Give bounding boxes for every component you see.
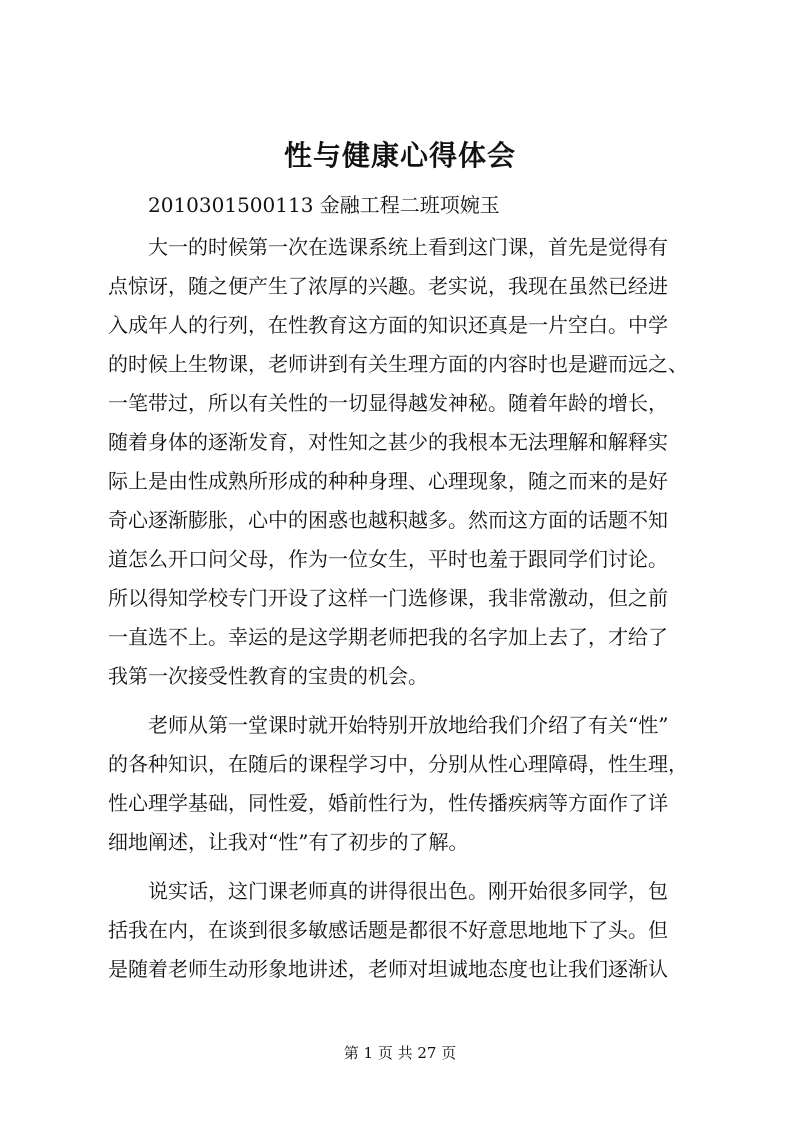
body-line: 点惊讶，随之便产生了浓厚的兴趣。老实说，我现在虽然已经进 bbox=[108, 274, 668, 298]
body-line: 的时候上生物课，老师讲到有关生理方面的内容时也是避而远之、 bbox=[108, 352, 688, 376]
page-footer: 第 1 页 共 27 页 bbox=[343, 1044, 457, 1062]
body-line: 括我在内，在谈到很多敏感话题是都很不好意思地地下了头。但 bbox=[108, 918, 668, 942]
body-line: 所以得知学校专门开设了这样一门选修课，我非常激动，但之前 bbox=[108, 586, 668, 610]
body-line: 一直选不上。幸运的是这学期老师把我的名字加上去了，才给了 bbox=[108, 625, 668, 649]
body-line: 说实话，这门课老师真的讲得很出色。刚开始很多同学，包 bbox=[148, 879, 668, 903]
body-line: 大一的时候第一次在选课系统上看到这门课，首先是觉得有 bbox=[148, 235, 668, 259]
body-line: 际上是由性成熟所形成的种种身理、心理现象，随之而来的是好 bbox=[108, 469, 668, 493]
body-line: 我第一次接受性教育的宝贵的机会。 bbox=[108, 664, 428, 688]
body-line: 一笔带过，所以有关性的一切显得越发神秘。随着年龄的增长， bbox=[108, 391, 668, 415]
body-line: 细地阐述，让我对“性”有了初步的了解。 bbox=[108, 830, 469, 854]
body-line: 性心理学基础，同性爱，婚前性行为，性传播疾病等方面作了详 bbox=[108, 791, 668, 815]
body-line: 奇心逐渐膨胀，心中的困惑也越积越多。然而这方面的话题不知 bbox=[108, 508, 668, 532]
body-line: 随着身体的逐渐发育，对性知之甚少的我根本无法理解和解释实 bbox=[108, 430, 668, 454]
author-line: 2010301500113 金融工程二班项婉玉 bbox=[148, 193, 500, 217]
body-line: 老师从第一堂课时就开始特别开放地给我们介绍了有关“性” bbox=[148, 713, 669, 737]
body-line: 道怎么开口问父母，作为一位女生，平时也羞于跟同学们讨论。 bbox=[108, 547, 668, 571]
body-line: 入成年人的行列，在性教育这方面的知识还真是一片空白。中学 bbox=[108, 313, 668, 337]
body-line: 是随着老师生动形象地讲述，老师对坦诚地态度也让我们逐渐认 bbox=[108, 957, 668, 981]
document-title: 性与健康心得体会 bbox=[283, 139, 516, 172]
body-line: 的各种知识，在随后的课程学习中，分别从性心理障碍，性生理， bbox=[108, 752, 688, 776]
